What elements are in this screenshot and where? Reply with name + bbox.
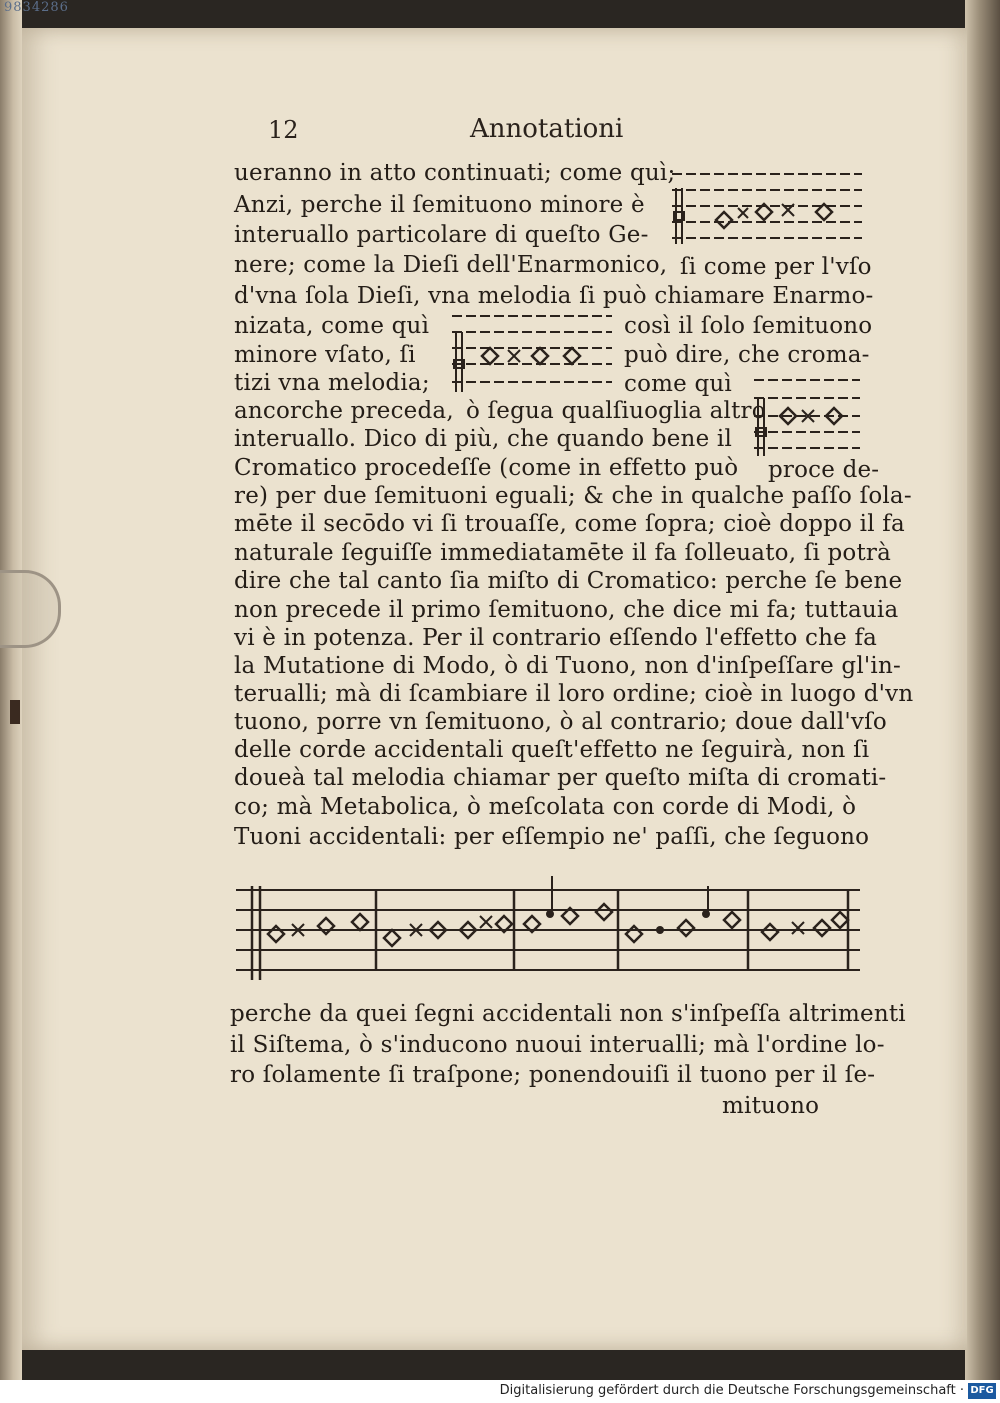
text-line: proce de-: [768, 457, 880, 483]
text-line: d'vna ſola Dieſi, vna melodia ſi può chiamare Enarmo-: [234, 283, 874, 309]
music-staff: [750, 372, 862, 458]
book-edge: [965, 0, 1000, 1380]
text-line: non precede il primo ſemituono, che dice mi fa; tuttauia: [234, 597, 899, 623]
text-line: così il ſolo ſemituono: [624, 313, 873, 339]
text-line: interuallo. Dico di più, che quando bene il: [234, 426, 733, 452]
text-line: co; mà Metabolica, ò meſcolata con corde di Modi, ò: [234, 794, 857, 820]
music-staff: [448, 308, 614, 394]
text-line: nizata, come quì: [234, 313, 430, 339]
text-line: ſi come per l'vſo: [680, 254, 872, 280]
text-line: tizi vna melodia;: [234, 370, 430, 396]
music-example-staff: [234, 876, 862, 982]
book-spine: [0, 0, 22, 1380]
text-line: perche da quei ſegni accidentali non s'inſpeſſa altrimenti: [230, 1001, 906, 1027]
stain-mark: [10, 700, 20, 724]
dfg-logo-icon: DFG: [968, 1383, 996, 1399]
text-line: la Mutatione di Modo, ò di Tuono, non d'inſpeſſare gl'in-: [234, 653, 901, 679]
page-number: 12: [268, 116, 299, 144]
footer-bar: [0, 1380, 1000, 1403]
text-line: mēte il secōdo vi ſi trouaſſe, come ſopra; cioè doppo il fa: [234, 511, 905, 537]
text-line: interuallo particolare di queſto Ge-: [234, 222, 649, 248]
text-line: doueà tal melodia chiamar per queſto miſta di cromati-: [234, 765, 887, 791]
text-line: tuono, porre vn ſemituono, ò al contrario; doue dall'vſo: [234, 709, 887, 735]
text-line: minore vſato, ſi: [234, 342, 416, 368]
text-line: vi è in potenza. Per il contrario eſſendo l'effetto che fa: [234, 625, 878, 651]
text-line: re) per due ſemituoni eguali; & che in qualche paſſo ſola-: [234, 483, 912, 509]
text-line: Tuoni accidentali: per eſſempio ne' paſſi, che ſeguono: [234, 824, 870, 850]
text-line: dire che tal canto ſia miſto di Cromatico: perche ſe bene: [234, 568, 903, 594]
text-line: ro ſolamente ſi traſpone; ponendouiſi il tuono per il ſe-: [230, 1062, 876, 1088]
text-line: Cromatico procedeſſe (come in effetto può: [234, 455, 739, 481]
text-line: il Siſtema, ò s'inducono nuoui interualli; mà l'ordine lo-: [230, 1032, 885, 1058]
text-line: mituono: [722, 1093, 820, 1119]
running-head: Annotationi: [470, 114, 624, 144]
text-line: ò ſegua qualſiuoglia altro: [466, 398, 766, 424]
footer-credit: Digitalisierung gefördert durch die Deutsche Forschungsgemeinschaft ·: [499, 1383, 964, 1398]
text-line: Anzi, perche il ſemituono minore è: [234, 192, 645, 218]
text-line: ancorche preceda,: [234, 398, 454, 424]
text-line: ueranno in atto continuati; come quì;: [234, 160, 676, 186]
corner-mark: 9834286: [4, 0, 69, 15]
text-line: delle corde accidentali queſt'effetto ne ſeguirà, non ſi: [234, 737, 870, 763]
text-line: nere; come la Dieſi dell'Enarmonico,: [234, 252, 668, 278]
text-line: può dire, che croma-: [624, 342, 870, 368]
text-line: come quì: [624, 371, 732, 397]
text-line: naturale ſeguiſſe immediatamēte il fa ſolleuato, ſi potrà: [234, 540, 892, 566]
music-staff: [668, 168, 864, 248]
text-line: terualli; mà di ſcambiare il loro ordine; cioè in luogo d'vn: [234, 681, 914, 707]
